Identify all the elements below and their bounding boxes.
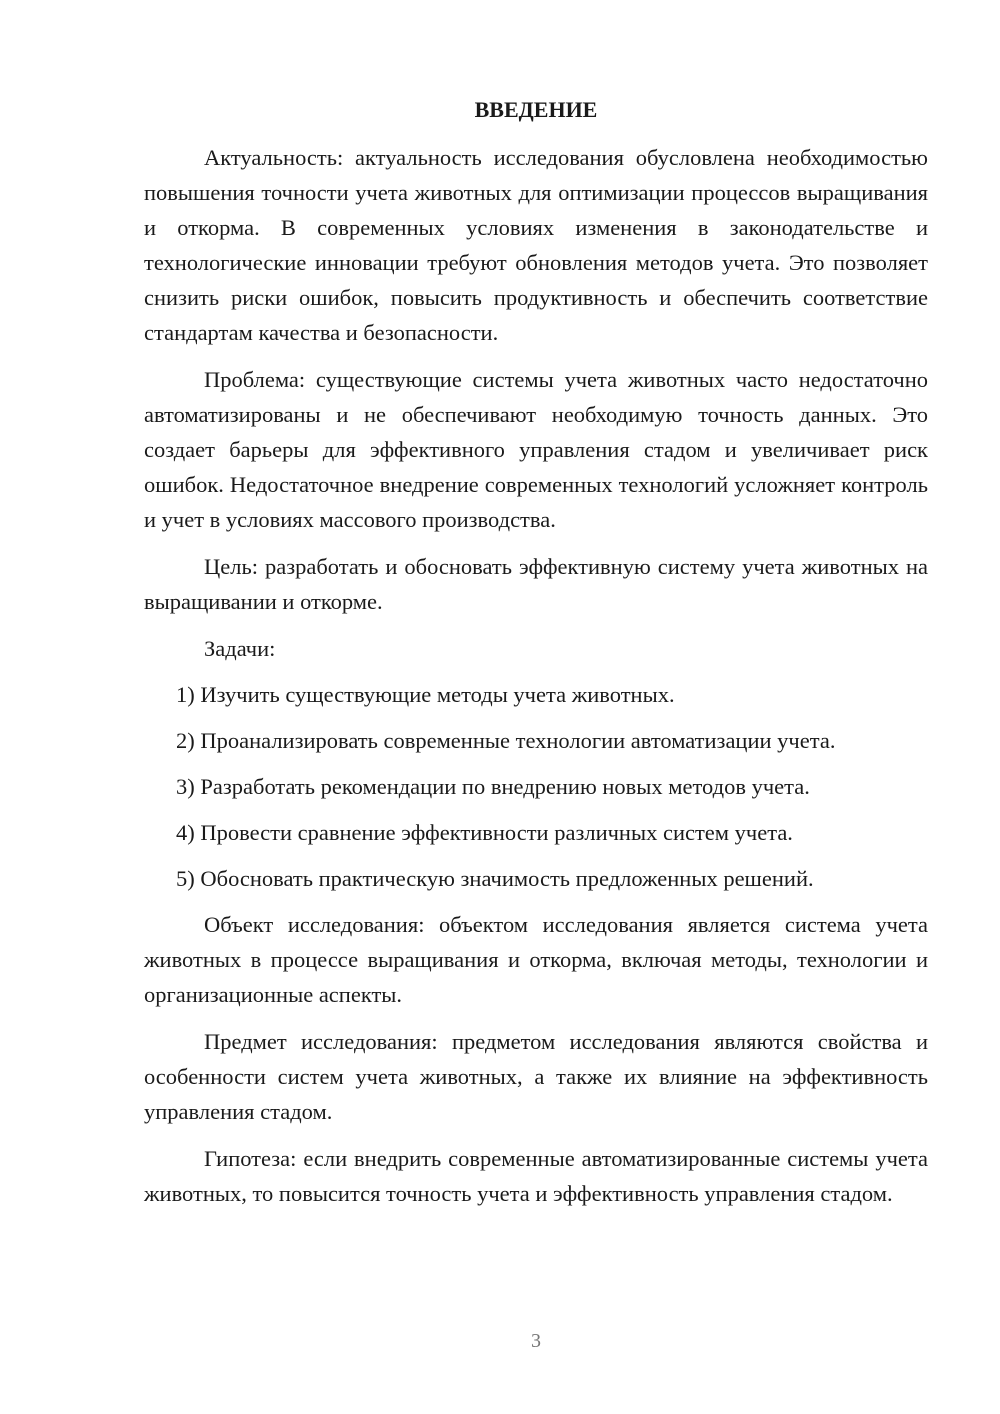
tasks-label: Задачи: [204,636,276,661]
paragraph-hypothesis: Гипотеза: если внедрить современные автоматизированные системы учета животных, то повысится точность учета и эффективность управления стадом. [144,1146,928,1206]
task-item: 4) Провести сравнение эффективности различных систем учета. [176,820,793,845]
paragraph-problem: Проблема: существующие системы учета животных часто недостаточно автоматизированы и не обеспечивают необходимую точность данных. Это создает барьеры для эффективного управления стадом и увеличивает риск ошибок. Недостаточное внедрение современных технологий усложняет контроль и учет в условиях массового производства. [144,367,928,532]
task-list [144,677,928,896]
task-item: 2) Проанализировать современные технологии автоматизации учета. [176,728,836,753]
paragraph-relevance: Актуальность: актуальность исследования обусловлена необходимостью повышения точности учета животных для оптимизации процессов выращивания и откорма. В современных условиях изменения в законодательстве и технологические инновации требуют обновления методов учета. Это позволяет снизить риски ошибок, повысить продуктивность и обеспечить соответствие стандартам качества и безопасности. [144,145,928,345]
page-title: ВВЕДЕНИЕ [474,97,598,122]
page-number: 3 [531,1330,541,1352]
task-item: 3) Разработать рекомендации по внедрению новых методов учета. [176,774,810,799]
document-body [144,92,928,1223]
task-item: 5) Обосновать практическую значимость предложенных решений. [176,866,814,891]
paragraph-subject: Предмет исследования: предметом исследования являются свойства и особенности систем учета животных, а также их влияние на эффективность управления стадом. [144,1029,928,1124]
paragraph-object: Объект исследования: объектом исследования является система учета животных в процессе выращивания и откорма, включая методы, технологии и организационные аспекты. [144,912,928,1007]
task-item: 1) Изучить существующие методы учета животных. [176,682,675,707]
paragraph-goal: Цель: разработать и обосновать эффективную систему учета животных на выращивании и откорме. [144,554,928,614]
